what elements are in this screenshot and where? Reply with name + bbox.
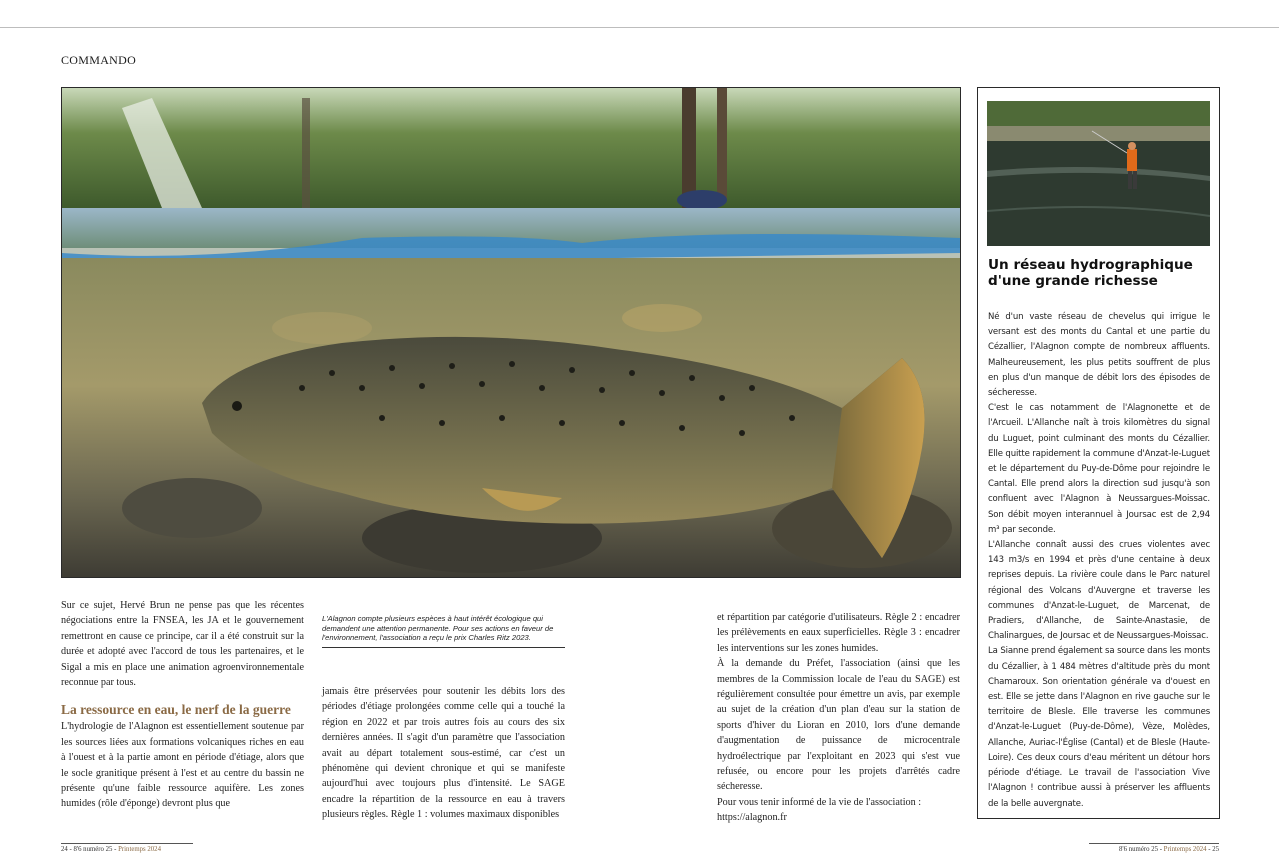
footer-left-season: Printemps 2024 (118, 846, 161, 853)
article-paragraph: et répartition par catégorie d'utilisateurs. Règle 2 : encadrer les prélèvements en eaux superficielles. Règle 3 : encadrer les interventions sur les zones humides. (717, 612, 960, 654)
footer-left (61, 843, 193, 853)
sidebar-photo-angler (987, 101, 1210, 246)
top-rule (0, 27, 1279, 28)
sidebar-paragraph: La Sianne prend également sa source dans les monts du Cézallier, à 1 484 mètres d'altitude près du mont Chamaroux. Son orientation générale va d'ouest en est. Elle se jette dans l'Alagnon en rive gauche sur le territoire de Blesle. Elle traverse les communes d'Anzat-le-Luguet (Puy-de-Dôme), Vèze, Molèdes, Allanche, Auriac-l'Église (Cantal) et de Blesle (Haute-Loire). Ces deux cours d'eau méritent un détour hors période d'étiage. Le travail de l'association Vive l'Alagnon ! contribue aussi à préserver les affluents de la belle auvergnate. (988, 646, 1210, 809)
footer-right-suffix: - 25 (1206, 846, 1219, 853)
sidebar-paragraph: C'est le cas notamment de l'Alagnonette et de l'Arcueil. L'Allanche naît à trois kilomètres du signal du Luguet, point culminant des monts du Cézallier. Elle quitte rapidement la commune d'Anzat-le-Luguet et le département du Puy-de-Dôme pour rejoindre le Cantal. Elle prend alors la direction sud jusqu'à son confluent avec l'Alagnon à Neussargues-Moissac. Son débit moyen interannuel à Joursac est de 2,94 m³ par seconde. (988, 403, 1210, 535)
photo-caption: L'Alagnon compte plusieurs espèces à haut intérêt écologique qui demandent une attention permanente. Pour ses actions en faveur de l'environnement, l'association a reçu le prix Charles Ritz 2023. (322, 614, 565, 648)
article-column-2 (322, 684, 565, 823)
sidebar-title: Un réseau hydrographique d'une grande richesse (988, 257, 1193, 289)
article-paragraph: jamais être préservées pour soutenir les débits lors des périodes d'étiage prolongées comme celle qui a touché la région en 2022 et par trois autres fois au cours des six dernières années. Il s'agit d'un paramètre que l'association avait au départ totalement sous-estimé, car c'est un phénomène qui devient chronique et qui se manifeste aujourd'hui avec toujours plus d'intensité. Le SAGE encadre la répartition de la ressource en eau à travers plusieurs règles. Règle 1 : volumes maximaux disponibles (322, 686, 565, 821)
footer-left-prefix: 24 - 8'6 numéro 25 - (61, 846, 119, 853)
main-photo-trout (61, 87, 961, 578)
sidebar-text (988, 310, 1210, 812)
article-column-1 (61, 598, 304, 812)
article-paragraph: Sur ce sujet, Hervé Brun ne pense pas que les récentes négociations entre la FNSEA, les JA et le gouvernement remettront en cause ce principe, car il a été construit sur la durée et adopté avec l'accord de tous les partenaires, et le Sigal a mis en place une animation agroenvironnementale reconnue par tous. (61, 600, 304, 689)
article-paragraph: À la demande du Préfet, l'association (ainsi que les membres de la Commission locale de l'eau du SAGE) est régulièrement consultée pour émettre un avis, par exemple au sujet de la création d'un plan d'eau sur la station de sports d'hiver du Lioran en 2010, lors d'une demande d'augmentation de puissance de microcentrale hydroélectrique par l'exploitant en 2023 qui s'est vue refusée, ou encore pour les projets d'arrêtés cadre sécheresse. (717, 658, 960, 793)
section-title: COMMANDO (61, 53, 137, 67)
footer-right-season: Printemps 2024 (1163, 846, 1207, 853)
article-paragraph: Pour vous tenir informé de la vie de l'association : (717, 796, 922, 808)
sidebar-box (977, 87, 1220, 819)
association-link[interactable]: https://alagnon.fr (717, 812, 787, 824)
article-paragraph: L'hydrologie de l'Alagnon est essentiellement soutenue par les sources liées aux formations volcaniques riches en eau à l'ouest et à la partie amont en période d'étiage, alors que le socle granitique présent à l'est et au centre du bassin ne présente qu'une faible ressource aquifère. Les zones humides (rôle d'éponge) devront plus que (61, 721, 304, 810)
sidebar-paragraph: Né d'un vaste réseau de chevelus qui irrigue le versant est des monts du Cantal et une partie du Cézallier, l'Alagnon compte de nombreux affluents. Malheureusement, les plus petits souffrent de plus en plus d'un manque de débit lors des épisodes de sécheresse. (988, 312, 1210, 399)
sidebar-paragraph: L'Allanche connaît aussi des crues violentes avec 143 m3/s en 1994 et près d'une centaine à deux reprises depuis. La rivière coule dans le Parc naturel régional des Volcans d'Auvergne et traverse les communes d'Anzat-le-Luguet, de Marcenat, de Pradiers, d'Allanche, de Sainte-Anastasie, de Chalinargues, de Joursac et de Neussargues-Moissac. (988, 540, 1210, 642)
article-subheading: La ressource en eau, le nerf de la guerre (61, 702, 291, 718)
article-column-3 (717, 610, 960, 826)
footer-right-prefix: 8'6 numéro 25 - (1119, 846, 1164, 853)
footer-right (1089, 843, 1219, 853)
